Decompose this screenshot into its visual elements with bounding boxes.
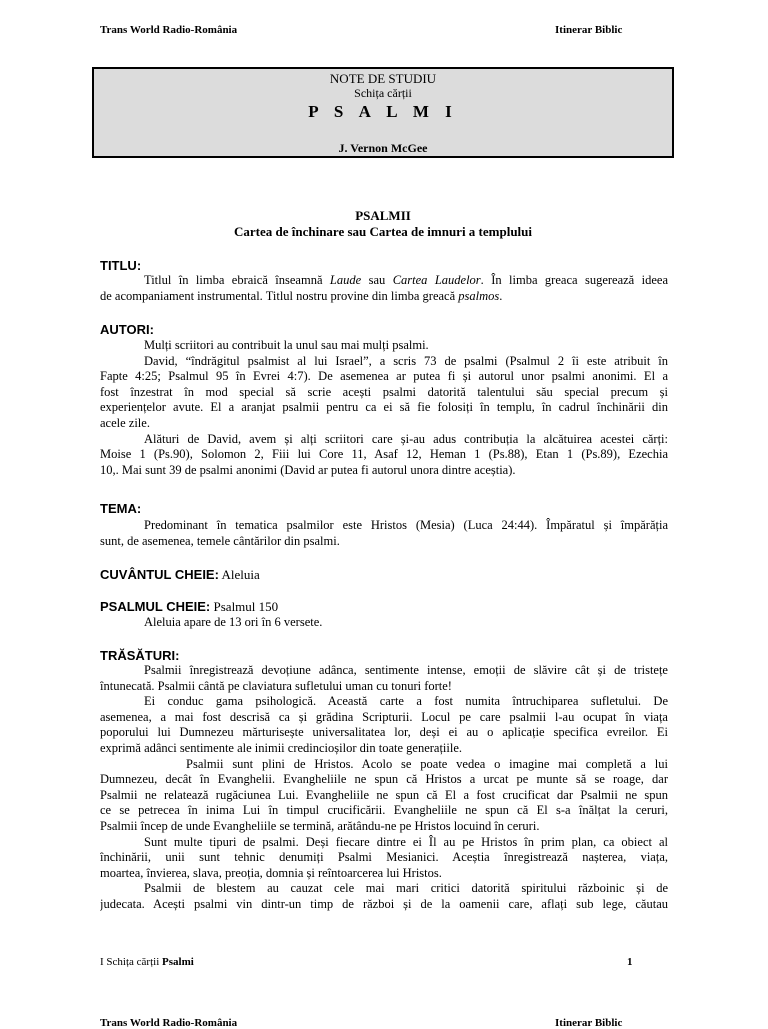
section-heading-cuvant-cheie: CUVÂNTUL CHEIE: Aleluia bbox=[100, 567, 260, 582]
trasaturi-line: asemenea, a mai fost descrisă ca și grădina Scripturii. Locul pe care psalmii l-au ocupat în viața bbox=[100, 709, 668, 724]
section-body-autori bbox=[100, 338, 668, 478]
trasaturi-line: întunecată. Psalmii cântă pe claviatura sufletului uman cu tonuri forte! bbox=[100, 678, 452, 693]
trasaturi-line: moartea, învierea, slava, preoția, domnia și reîntoarcerea lui Hristos. bbox=[100, 865, 442, 880]
title-box-author: J. Vernon McGee bbox=[338, 141, 428, 155]
autori-line: Mulți scriitori au contribuit la unul sau mai mulți psalmi. bbox=[144, 338, 429, 352]
trasaturi-line: închinării, unii sunt tehnic denumiți Psalmi Mesianici. Aceștia înregistrează nașterea, viața, bbox=[100, 850, 668, 865]
psalmul-cheie-value: Psalmul 150 bbox=[210, 599, 279, 614]
title-box-line2: Schița cărții bbox=[354, 86, 412, 100]
footer-left: I Schița cărții Psalmi bbox=[100, 956, 194, 968]
autori-line: experiențelor avute. El a aranjat psalmii pentru ca ei să fie folosiți în templu, în cadrul închinării din bbox=[100, 400, 668, 415]
section-body-titlu bbox=[100, 273, 668, 304]
tema-line: Predominant în tematica psalmilor este Hristos (Mesia) (Luca 24:44). Împăratul și împărăția bbox=[144, 518, 668, 532]
trasaturi-line: ce se petrecea în inima Lui în timpul crucificării. Evangheliile ne spun că El s-a înălțat la ceruri, bbox=[100, 803, 668, 818]
header-left: Trans World Radio-România bbox=[100, 24, 238, 36]
trasaturi-line: Psalmii sunt plini de Hristos. Acolo se poate vedea o imagine mai completă a lui bbox=[186, 756, 668, 771]
trasaturi-line: Psalmii ne relatează rugăciunea Lui. Evangheliile ne spun că El a fost crucificat dar Psalmii ne spun bbox=[100, 787, 668, 802]
trasaturi-line: exprimă adânci sentimente ale inimii credincioșilor din toate generațiile. bbox=[100, 740, 463, 755]
titlu-line-1: Titlul în limba ebraică înseamnă Laude sau Cartea Laudelor. În limba greaca sugerează ideea bbox=[144, 273, 668, 287]
autori-line: Moise 1 (Ps.90), Solomon 2, Fiii lui Core 11, Asaf 12, Heman 1 (Ps.88), Etan 1 (Ps.89), Ezechia bbox=[100, 447, 668, 462]
trasaturi-line: Psalmii înregistrează devoțiune adânca, sentimente intense, emoții de slăvire cât și de tristețe bbox=[144, 663, 668, 677]
trasaturi-line: judecata. Acești psalmi vin dintr-un timp de război și de la oamenii care, aflați sub lege, căutau bbox=[100, 896, 668, 911]
autori-line: Fapte 4:25; Psalmul 95 în Evrei 4:7). De asemenea ar putea fi și autorul unor psalmi anonimi. El a bbox=[100, 369, 668, 384]
autori-line: 10,. Mai sunt 39 de psalmi anonimi (David ar putea fi autorul unora dintre aceștia). bbox=[100, 462, 516, 477]
titlu-line-2: de acompaniament instrumental. Titlul nostru provine din limba greacă psalmos. bbox=[100, 288, 503, 303]
title-box-line1: NOTE DE STUDIU bbox=[329, 71, 437, 86]
trasaturi-line: Psalmii încep de unde Evangheliile se termină, arătându-ne pe Hristos locuind în ceruri. bbox=[100, 818, 540, 833]
autori-line: Alături de David, avem și alți scriitori care și-au adus contribuția la alcătuirea acestei cărți: bbox=[144, 431, 668, 446]
header-right: Itinerar Biblic bbox=[555, 24, 623, 36]
section-body-psalmul-cheie bbox=[100, 615, 668, 631]
next-page-header-left: Trans World Radio-România bbox=[100, 1017, 238, 1029]
section-heading-trasaturi: TRĂSĂTURI: bbox=[100, 648, 180, 663]
section-heading-tema: TEMA: bbox=[100, 501, 142, 516]
trasaturi-line: Dumnezeu, decât în Evanghelii. Evangheliile ne spun că Hristos a urcat pe munte să se roage, dar bbox=[100, 772, 668, 787]
psalmul-cheie-line: Aleluia apare de 13 ori în 6 versete. bbox=[144, 615, 323, 629]
tema-line: sunt, de asemenea, temele cântărilor din psalmi. bbox=[100, 533, 340, 548]
trasaturi-line: Psalmii de blestem au cauzat cele mai mari critici datorită spiritului războinic și de bbox=[144, 881, 668, 896]
page-number: 1 bbox=[627, 956, 633, 968]
title-box bbox=[92, 67, 674, 158]
section-body-tema bbox=[100, 518, 668, 549]
trasaturi-line: Sunt multe tipuri de psalmi. Deși fiecare dintre ei Îl au pe Hristos în prim plan, ca obiect al bbox=[144, 834, 668, 849]
trasaturi-line: Ei conduc gama psihologică. Această carte a fost numita întruchiparea sufletului. De bbox=[144, 694, 668, 709]
trasaturi-line: poporului lui Dumnezeu mărturisește universalitatea lor, deși ei au o aplicație specifica evreilor. Ei bbox=[100, 725, 668, 740]
section-heading-autori: AUTORI: bbox=[100, 322, 154, 337]
autori-line: acele zile. bbox=[100, 415, 150, 430]
cuvant-cheie-value: Aleluia bbox=[218, 567, 260, 582]
autori-line: fost înzestrat în mod special să scrie acești psalmi datorită talentului său special precum și bbox=[100, 384, 668, 399]
next-page-header-right: Itinerar Biblic bbox=[555, 1017, 623, 1029]
title-box-book: P S A L M I bbox=[308, 102, 458, 121]
section-body-trasaturi bbox=[100, 663, 668, 913]
section-heading-psalmul-cheie: PSALMUL CHEIE: Psalmul 150 bbox=[100, 599, 279, 614]
section-heading-titlu: TITLU: bbox=[100, 258, 142, 273]
doc-title: PSALMII bbox=[355, 208, 411, 223]
doc-subtitle: Cartea de închinare sau Cartea de imnuri a templului bbox=[233, 224, 533, 239]
autori-line: David, “îndrăgitul psalmist al lui Israel”, a scris 73 de psalmi (Psalmul 2 îi este atribuit în bbox=[144, 353, 668, 368]
